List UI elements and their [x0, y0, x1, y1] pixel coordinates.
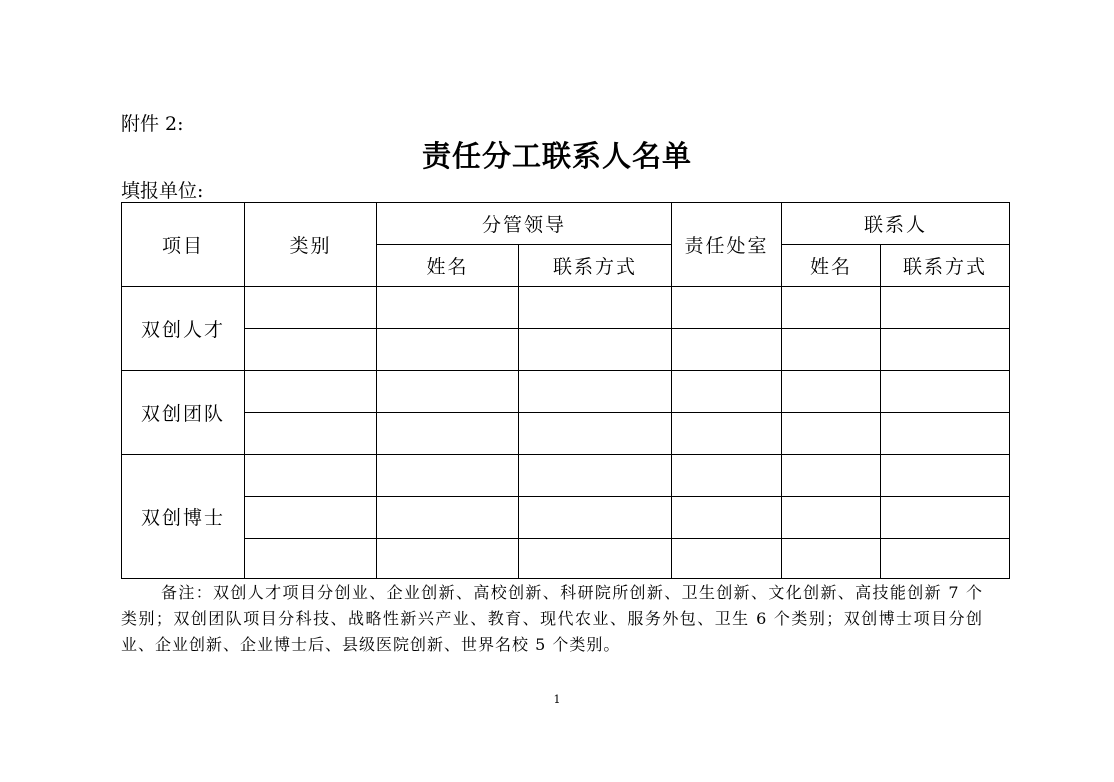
- table-cell[interactable]: [881, 287, 1010, 329]
- table-cell[interactable]: [519, 497, 672, 539]
- table-cell[interactable]: [881, 371, 1010, 413]
- table-cell[interactable]: [782, 371, 881, 413]
- header-leader-name: 姓名: [377, 245, 519, 287]
- document-title: 责任分工联系人名单: [421, 139, 692, 173]
- table-cell[interactable]: [782, 497, 881, 539]
- table-cell[interactable]: [245, 329, 377, 371]
- table-cell[interactable]: [672, 371, 782, 413]
- table-row: [122, 287, 1010, 329]
- remark-note: 备注：双创人才项目分创业、企业创新、高校创新、科研院所创新、卫生创新、文化创新、高技能创新 7 个类别；双创团队项目分科技、战略性新兴产业、教育、现代农业、服务外包、卫生 6 个类别；双创博士项目分创业、企业创新、企业博士后、县级医院创新、世界名校 5 个类别。: [121, 583, 983, 654]
- table-cell[interactable]: [245, 413, 377, 455]
- attachment-label: 附件 2:: [121, 113, 184, 135]
- table-cell[interactable]: [245, 497, 377, 539]
- table-cell[interactable]: [672, 287, 782, 329]
- table-row: [122, 371, 1010, 413]
- table-cell[interactable]: [245, 455, 377, 497]
- header-leader-group: 分管领导: [377, 203, 672, 245]
- table-row: [122, 413, 1010, 455]
- table-cell[interactable]: [519, 455, 672, 497]
- table-cell[interactable]: [881, 413, 1010, 455]
- table-cell[interactable]: [782, 455, 881, 497]
- table-cell[interactable]: [672, 539, 782, 579]
- header-contact-contact: 联系方式: [881, 245, 1010, 287]
- header-contact-name: 姓名: [782, 245, 881, 287]
- table-cell[interactable]: [881, 539, 1010, 579]
- table-row: [122, 497, 1010, 539]
- header-leader-contact: 联系方式: [519, 245, 672, 287]
- table-row: [122, 539, 1010, 579]
- table-cell[interactable]: [782, 329, 881, 371]
- table-cell[interactable]: [377, 413, 519, 455]
- table-cell[interactable]: [245, 539, 377, 579]
- table-cell[interactable]: [377, 287, 519, 329]
- header-office: 责任处室: [672, 203, 782, 287]
- table-cell[interactable]: [377, 371, 519, 413]
- table-cell[interactable]: [245, 287, 377, 329]
- table-cell[interactable]: [782, 413, 881, 455]
- table-row: [122, 329, 1010, 371]
- header-project: 项目: [122, 203, 245, 287]
- group-cell: 双创人才: [122, 287, 245, 371]
- table-cell[interactable]: [377, 329, 519, 371]
- table-cell[interactable]: [377, 455, 519, 497]
- table-cell[interactable]: [672, 413, 782, 455]
- table-cell[interactable]: [519, 371, 672, 413]
- table-cell[interactable]: [519, 413, 672, 455]
- page-number: 1: [553, 693, 561, 706]
- table-cell[interactable]: [881, 455, 1010, 497]
- header-contact-group: 联系人: [782, 203, 1010, 245]
- table-cell[interactable]: [519, 287, 672, 329]
- header-row: [122, 203, 1010, 245]
- table-cell[interactable]: [519, 329, 672, 371]
- table-cell[interactable]: [782, 539, 881, 579]
- table-cell[interactable]: [377, 539, 519, 579]
- table-cell[interactable]: [377, 497, 519, 539]
- unit-label: 填报单位:: [121, 180, 204, 202]
- table-cell[interactable]: [672, 497, 782, 539]
- table-cell[interactable]: [519, 539, 672, 579]
- table-cell[interactable]: [782, 287, 881, 329]
- table-cell[interactable]: [881, 329, 1010, 371]
- table-row: [122, 455, 1010, 497]
- table-cell[interactable]: [672, 455, 782, 497]
- table-cell[interactable]: [245, 371, 377, 413]
- header-category: 类别: [245, 203, 377, 287]
- table-cell[interactable]: [672, 329, 782, 371]
- contact-table: [121, 202, 1010, 579]
- group-cell: 双创博士: [122, 455, 245, 579]
- group-cell: 双创团队: [122, 371, 245, 455]
- table-cell[interactable]: [881, 497, 1010, 539]
